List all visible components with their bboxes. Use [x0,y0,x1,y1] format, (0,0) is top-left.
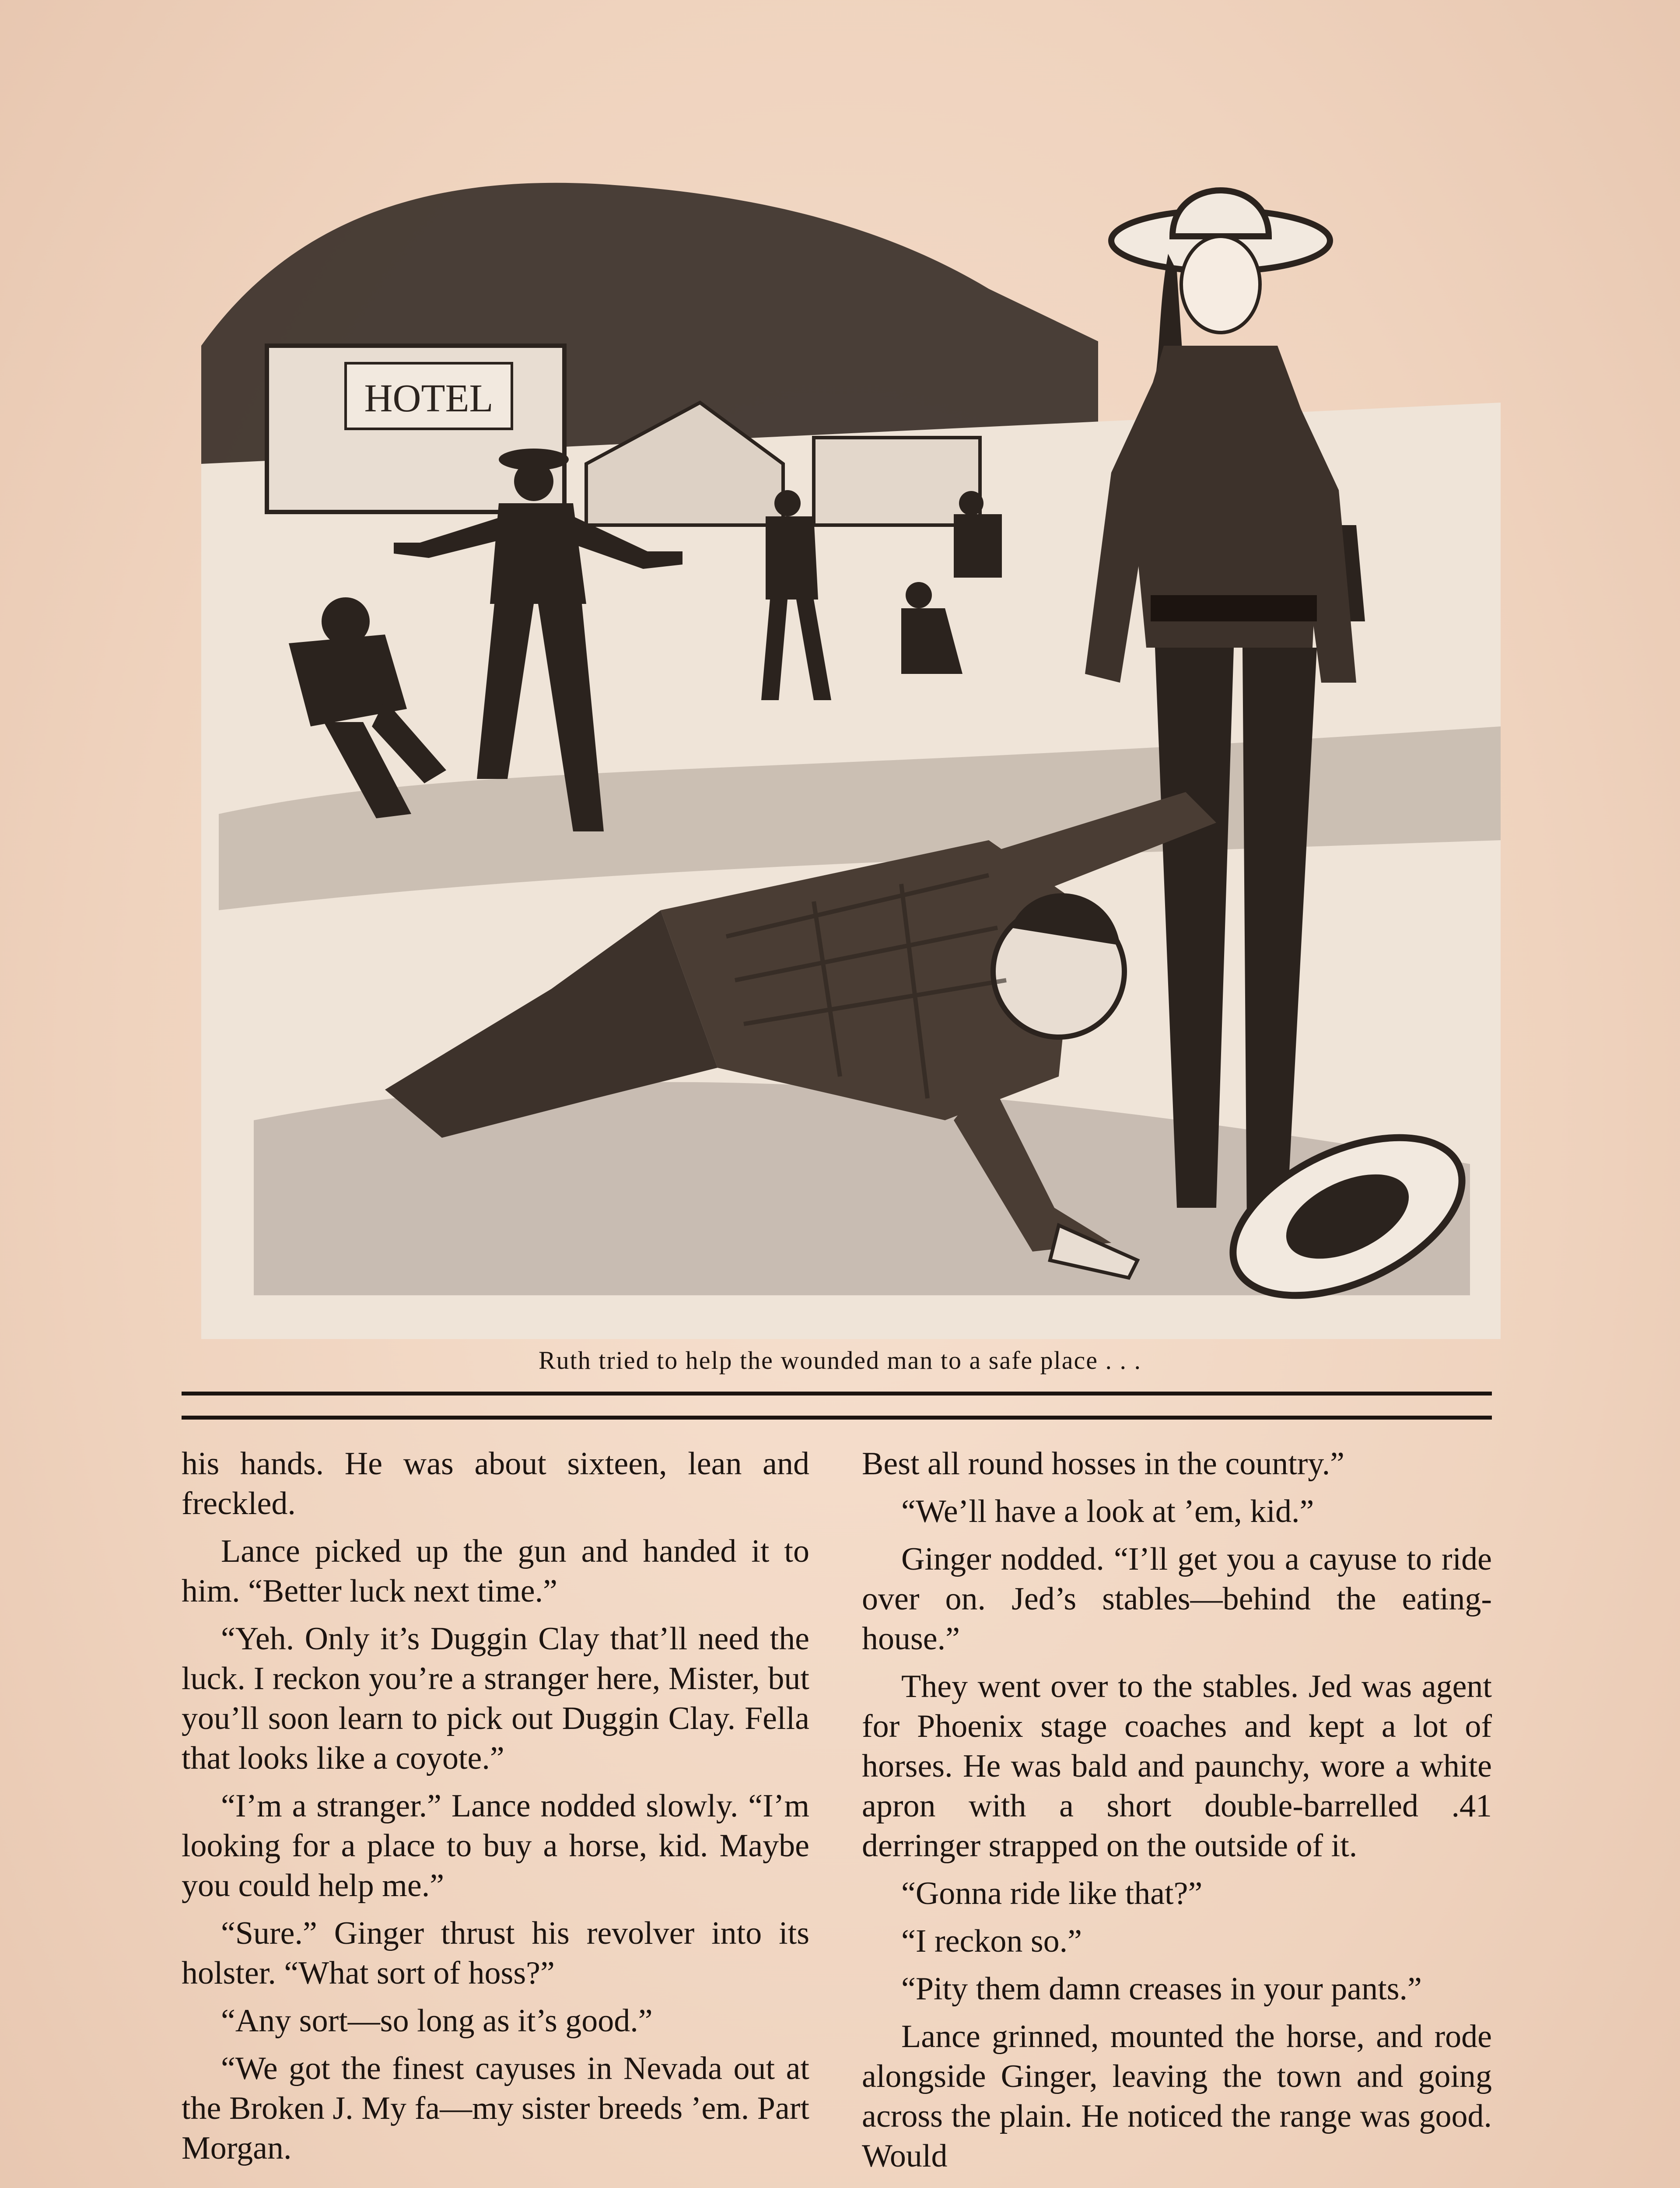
paragraph: Lance picked up the gun and handed it to him. “Better luck next time.” [182,1533,809,1609]
paragraph: “Gonna ride like that?” [901,1876,1203,1911]
paragraph: “We’ll have a look at ’em, kid.” [901,1494,1314,1529]
paragraph: “Any sort—so long as it’s good.” [221,2003,653,2039]
paragraph: “Sure.” Ginger thrust his revolver into its holster. “What sort of hoss?” [182,1915,809,1991]
hotel-sign-text: HOTEL [364,377,494,420]
paragraph: “I’m a stranger.” Lance nodded slowly. “I’m looking for a place to buy a horse, kid. Maybe you could help me.” [182,1788,809,1904]
paragraph: his hands. He was about sixteen, lean and freckled. [182,1446,809,1522]
paragraph: Ginger nodded. “I’ll get you a cayuse to ride over on. Jed’s stables—behind the eating-house.” [862,1541,1492,1657]
caption-divider-top [182,1392,1492,1396]
text-column-right [862,1444,1492,2184]
shed [814,438,980,525]
paragraph: “Pity them damn creases in your pants.” [901,1971,1422,2007]
text-column-left [182,1444,809,2176]
illustration [201,158,1501,1339]
caption-divider-bottom [182,1416,1492,1420]
paragraph: Lance grinned, mounted the horse, and rode alongside Ginger, leaving the town and going across the plain. He noticed the range was good. Would [862,2019,1492,2174]
paragraph: Best all round hosses in the country.” [862,1446,1344,1482]
paragraph: “Yeh. Only it’s Duggin Clay that’ll need the luck. I reckon you’re a stranger here, Mister, but you’ll soon learn to pick out Duggin Clay. Fella that looks like a coyote.” [182,1621,809,1776]
illustration-caption: Ruth tried to help the wounded man to a safe place . . . [539,1346,1141,1375]
paragraph: They went over to the stables. Jed was agent for Phoenix stage coaches and kept a lot of horses. He was bald and paunchy, wore a white apron with a short double-barrelled .41 derringer strapped on the outside of it. [862,1669,1492,1864]
paragraph: “We got the finest cayuses in Nevada out at the Broken J. My fa—my sister breeds ’em. Part Morgan. [182,2051,809,2166]
paragraph: “I reckon so.” [901,1923,1082,1959]
